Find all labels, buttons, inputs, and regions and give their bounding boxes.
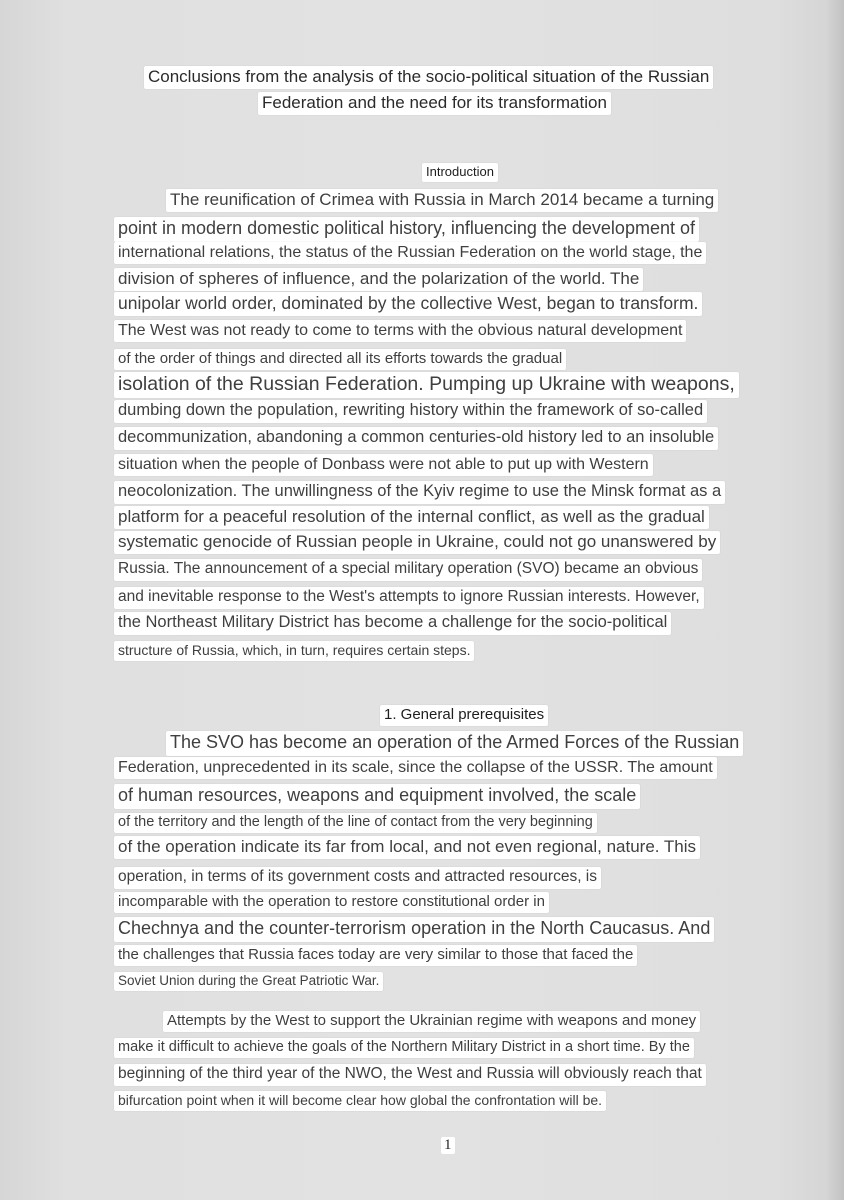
body-line: The SVO has become an operation of the Armed Forces of the Russian xyxy=(166,731,743,756)
page-edge-shadow xyxy=(826,0,844,1200)
section-heading-general-prerequisites: 1. General prerequisites xyxy=(380,705,548,726)
body-line: operation, in terms of its government costs and attracted resources, is xyxy=(114,867,601,889)
body-line: The reunification of Crimea with Russia in March 2014 became a turning xyxy=(166,189,718,212)
body-line: Chechnya and the counter-terrorism operation in the North Caucasus. And xyxy=(114,917,714,942)
section-heading-introduction: Introduction xyxy=(422,163,498,182)
body-line: decommunization, abandoning a common centuries-old history led to an insoluble xyxy=(114,427,718,450)
body-line: dumbing down the population, rewriting history within the framework of so-called xyxy=(114,400,707,423)
body-line: platform for a peaceful resolution of the internal conflict, as well as the gradual xyxy=(114,506,709,529)
body-line: of human resources, weapons and equipment involved, the scale xyxy=(114,784,640,809)
document-title-line-1: Conclusions from the analysis of the socio-political situation of the Russian xyxy=(144,66,713,89)
body-line: point in modern domestic political history, influencing the development of xyxy=(114,217,699,242)
body-line: unipolar world order, dominated by the collective West, began to transform. xyxy=(114,292,702,316)
body-line: beginning of the third year of the NWO, the West and Russia will obviously reach that xyxy=(114,1064,706,1086)
body-line: of the operation indicate its far from local, and not even regional, nature. This xyxy=(114,836,700,859)
body-line: isolation of the Russian Federation. Pumping up Ukraine with weapons, xyxy=(114,372,739,398)
body-line: the challenges that Russia faces today are very similar to those that faced the xyxy=(114,945,637,966)
body-line: the Northeast Military District has become a challenge for the socio-political xyxy=(114,612,671,635)
body-line: of the order of things and directed all its efforts towards the gradual xyxy=(114,349,566,370)
body-line: Russia. The announcement of a special military operation (SVO) became an obvious xyxy=(114,559,702,581)
body-line: Federation, unprecedented in its scale, since the collapse of the USSR. The amount xyxy=(114,757,717,779)
body-line: make it difficult to achieve the goals of the Northern Military District in a short time. By the xyxy=(114,1038,694,1058)
body-line: The West was not ready to come to terms with the obvious natural development xyxy=(114,320,686,342)
body-line: Soviet Union during the Great Patriotic War. xyxy=(114,972,383,991)
body-line: situation when the people of Donbass were not able to put up with Western xyxy=(114,454,653,476)
body-line: and inevitable response to the West's attempts to ignore Russian interests. However, xyxy=(114,587,704,609)
body-line: division of spheres of influence, and the polarization of the world. The xyxy=(114,268,643,291)
body-line: neocolonization. The unwillingness of the Kyiv regime to use the Minsk format as a xyxy=(114,481,725,504)
document-title-line-2: Federation and the need for its transformation xyxy=(258,92,611,115)
body-line: bifurcation point when it will become clear how global the confrontation will be. xyxy=(114,1091,606,1111)
body-line: incomparable with the operation to restore constitutional order in xyxy=(114,892,549,913)
body-line: systematic genocide of Russian people in Ukraine, could not go unanswered by xyxy=(114,531,720,554)
body-line: structure of Russia, which, in turn, requires certain steps. xyxy=(114,641,474,661)
body-line: of the territory and the length of the line of contact from the very beginning xyxy=(114,813,597,833)
body-line: international relations, the status of the Russian Federation on the world stage, the xyxy=(114,242,706,264)
body-line: Attempts by the West to support the Ukrainian regime with weapons and money xyxy=(163,1011,700,1032)
page-number: 1 xyxy=(441,1137,455,1154)
